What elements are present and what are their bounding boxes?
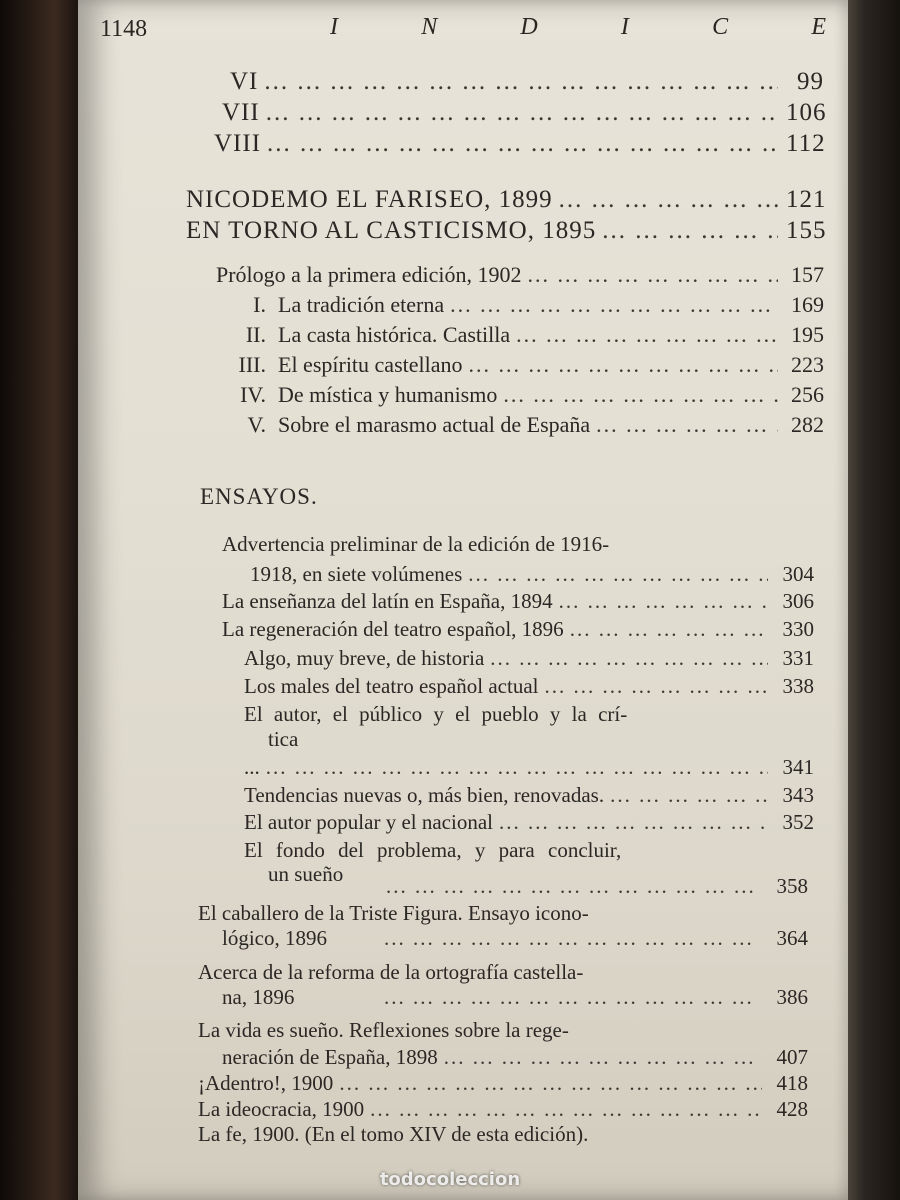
- toc-label: Los males del teatro español actual: [244, 674, 539, 698]
- toc-entry: [222, 1045, 810, 1070]
- toc-entry: [384, 926, 810, 951]
- toc-label: La tradición eterna: [278, 292, 445, 317]
- toc-label-line: un sueño: [268, 862, 344, 886]
- toc-page: 386: [776, 985, 808, 1009]
- toc-page: 331: [782, 646, 814, 670]
- toc-label: EN TORNO AL CASTICISMO, 1895: [186, 217, 597, 244]
- toc-label: VII: [222, 99, 260, 126]
- toc-label-line: na, 1896: [222, 985, 295, 1009]
- toc-note-line: La fe, 1900. (En el tomo XIV de esta edición).: [198, 1122, 589, 1146]
- running-head: [330, 14, 826, 41]
- toc-label: NICODEMO EL FARISEO, 1899: [186, 186, 553, 213]
- toc-page: 195: [791, 322, 824, 347]
- toc-entry: [216, 262, 826, 288]
- toc-page: 343: [782, 783, 814, 807]
- watermark-text: todocoleccion: [379, 1168, 521, 1190]
- toc-label: Tendencias nuevas o, más bien, renovadas.: [244, 783, 605, 807]
- chapter-roman: V.: [247, 412, 266, 437]
- chapter-roman: I.: [253, 292, 266, 317]
- toc-page: 256: [791, 382, 824, 407]
- toc-label: VI: [230, 68, 259, 95]
- toc-entry: [210, 322, 826, 348]
- toc-entry: [250, 562, 816, 587]
- toc-label: La casta histórica. Castilla: [278, 322, 511, 347]
- toc-page: 112: [786, 130, 826, 157]
- watermark-logo: [0, 1158, 900, 1200]
- toc-entry: [198, 1097, 810, 1122]
- toc-label: ¡Adentro!, 1900: [198, 1071, 334, 1095]
- toc-label: La regeneración del teatro español, 1896: [222, 617, 564, 641]
- toc-entry: [244, 783, 816, 808]
- toc-page: 155: [786, 217, 827, 244]
- page-number: 1148: [100, 16, 148, 42]
- toc-label: VIII: [214, 130, 262, 157]
- toc-entry: [230, 68, 826, 96]
- chapter-roman: III.: [238, 352, 266, 377]
- toc-page: 352: [782, 810, 814, 834]
- toc-label: La ideocracia, 1900: [198, 1097, 365, 1121]
- toc-page: 330: [782, 617, 814, 641]
- toc-page: 338: [782, 674, 814, 698]
- toc-label: 1918, en siete volúmenes: [250, 562, 463, 586]
- toc-label-line: Advertencia preliminar de la edición de 1916-: [222, 532, 610, 556]
- book-spine-left: [0, 0, 78, 1200]
- toc-page: 407: [776, 1045, 808, 1069]
- toc-page: 282: [791, 412, 824, 437]
- running-head-letter: E: [811, 14, 826, 40]
- toc-label: Sobre el marasmo actual de España: [278, 412, 591, 437]
- toc-entry: [186, 217, 826, 245]
- toc-entry: [186, 186, 826, 214]
- toc-entry: [384, 985, 810, 1010]
- toc-label: neración de España, 1898: [222, 1045, 438, 1069]
- book-edge-right: [840, 0, 900, 1200]
- toc-entry: [244, 810, 816, 835]
- toc-label-line: La vida es sueño. Reflexiones sobre la rege-: [198, 1018, 569, 1042]
- running-head-letter: N: [421, 14, 438, 40]
- toc-entry: [198, 1071, 810, 1096]
- toc-entry: [210, 382, 826, 408]
- toc-entry: [222, 589, 816, 614]
- toc-page: 358: [776, 874, 808, 898]
- toc-entry: [210, 292, 826, 318]
- chapter-roman: IV.: [240, 382, 266, 407]
- toc-label-line: El caballero de la Triste Figura. Ensayo icono-: [198, 901, 589, 925]
- running-head-letter: I: [620, 14, 629, 40]
- toc-entry: [210, 352, 826, 378]
- toc-page: 306: [782, 589, 814, 613]
- toc-page: 223: [791, 352, 824, 377]
- toc-page: 418: [776, 1071, 808, 1095]
- toc-label-line: lógico, 1896: [222, 926, 327, 950]
- toc-label: El autor popular y el nacional: [244, 810, 493, 834]
- toc-label: El espíritu castellano: [278, 352, 463, 377]
- toc-page: 428: [776, 1097, 808, 1121]
- running-head-letter: I: [330, 14, 338, 40]
- toc-page: 157: [791, 262, 824, 287]
- toc-entry: [222, 99, 826, 127]
- toc-page: 169: [791, 292, 824, 317]
- toc-entry: [244, 674, 816, 699]
- toc-page: 364: [776, 926, 808, 950]
- toc-page: 304: [782, 562, 814, 586]
- chapter-roman: II.: [245, 322, 266, 347]
- running-head-letter: D: [520, 14, 538, 40]
- toc-entry: [214, 130, 826, 158]
- toc-label-line: El fondo del problema, y para concluir,: [244, 838, 622, 862]
- toc-label-line: Acerca de la reforma de la ortografía castella-: [198, 960, 584, 984]
- toc-entry: [222, 617, 816, 642]
- toc-label: La enseñanza del latín en España, 1894: [222, 589, 553, 613]
- toc-label: Prólogo a la primera edición, 1902: [216, 262, 522, 287]
- toc-entry: [386, 874, 810, 899]
- toc-label: De mística y humanismo: [278, 382, 498, 407]
- toc-label-line: tica: [268, 727, 299, 751]
- toc-label: ...: [244, 755, 260, 779]
- toc-entry: [210, 412, 826, 438]
- toc-entry: [244, 646, 816, 671]
- running-head-letter: C: [712, 14, 729, 40]
- toc-label: Algo, muy breve, de historia: [244, 646, 485, 670]
- toc-entry: [244, 755, 816, 780]
- section-heading: ENSAYOS.: [200, 484, 318, 509]
- toc-page: 99: [797, 68, 824, 95]
- toc-page: 106: [786, 99, 827, 126]
- toc-page: 121: [786, 186, 827, 213]
- toc-page: 341: [782, 755, 814, 779]
- toc-label-line: El autor, el público y el pueblo y la crí-: [244, 702, 628, 726]
